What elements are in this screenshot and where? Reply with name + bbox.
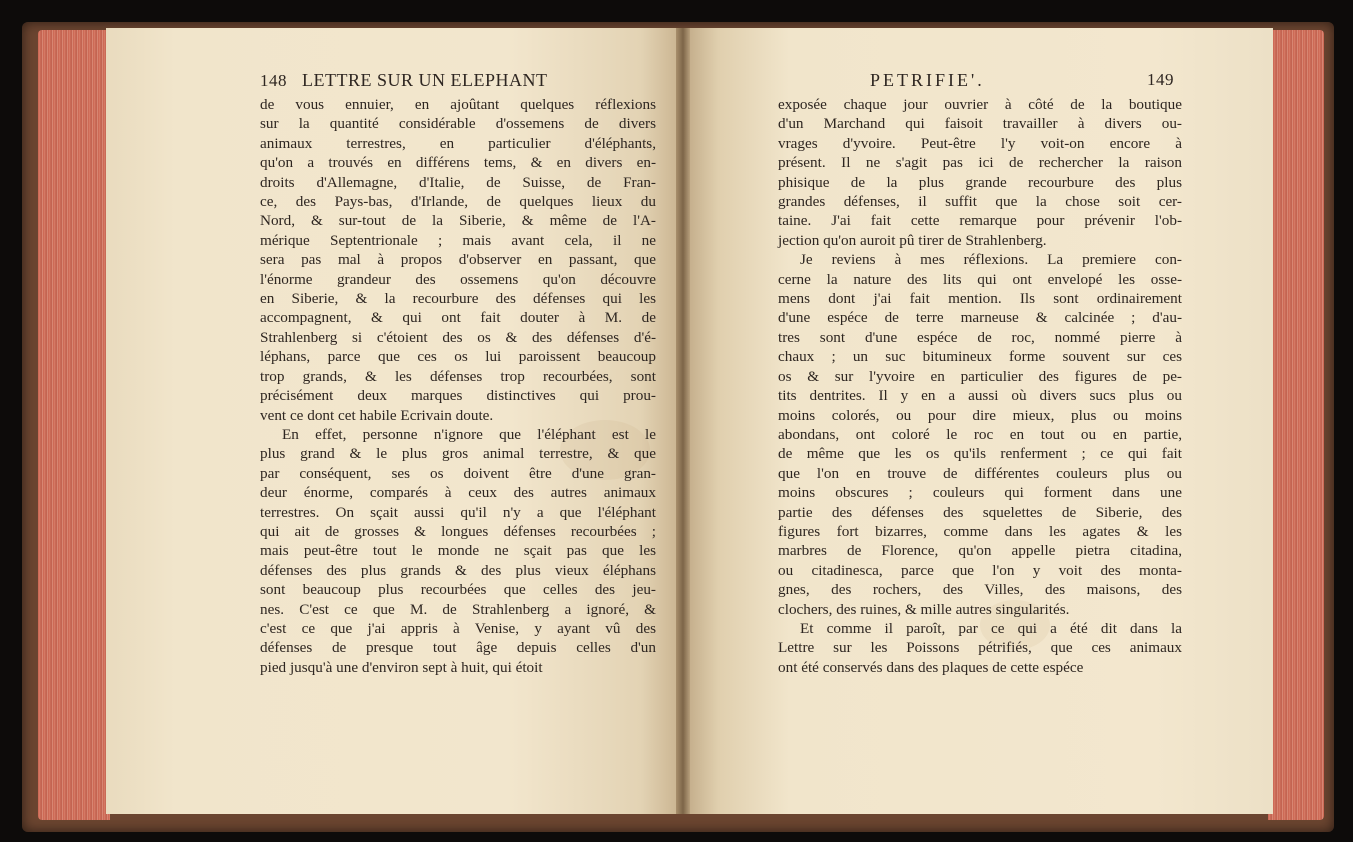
text-line: moins colorés, ou pour dire mieux, plus ou moins: [778, 406, 1182, 424]
text-line: mais peut-être tout le monde ne sçait pas que les: [260, 542, 656, 560]
text-line: mens dont j'ai fait mention. Ils sont ordinairement: [778, 290, 1182, 308]
text-line: os & sur l'yvoire en particulier des figures de pe-: [778, 367, 1182, 385]
text-line: qui ait de grosses & longues défenses recourbées ;: [260, 522, 656, 540]
text-line: Je reviens à mes réflexions. La premiere con-: [800, 251, 1182, 269]
text-line: exposée chaque jour ouvrier à côté de la boutique: [778, 96, 1182, 113]
text-line: vent ce dont cet habile Ecrivain doute.: [260, 406, 494, 424]
text-line: sera pas mal à propos d'observer en passant, que: [260, 251, 656, 269]
book-gutter: [676, 28, 690, 814]
text-line: en Siberie, & la recourbure des défenses qui les: [260, 290, 656, 308]
text-line: ou citadinesca, parce que l'on y voit des monta-: [778, 561, 1182, 579]
text-line: tres sont d'une espéce de roc, nommé pierre à: [778, 328, 1182, 346]
text-line: précisément deux marques distinctives qui prou-: [260, 387, 656, 405]
right-page-edges: [1268, 30, 1324, 820]
text-line: tits dentrites. Il y en a aussi où divers sucs plus ou: [778, 387, 1182, 405]
text-line: grandes défenses, il suffit que la chose soit cer-: [778, 193, 1182, 211]
left-page-edges: [38, 30, 110, 820]
text-line: nes. C'est ce que M. de Strahlenberg a ignoré, &: [260, 600, 656, 618]
text-line: pied jusqu'à une d'environ sept à huit, qui étoit: [260, 658, 543, 676]
text-line: accompagnent, & qui ont fait douter à M. de: [260, 309, 656, 327]
text-line: de même que les os qu'ils renferment ; ce qui fait: [778, 445, 1182, 463]
text-line: partie des défenses des squelettes de Siberie, des: [778, 503, 1182, 521]
text-line: cerne la nature des lits qui ont envelopé les osse-: [778, 270, 1182, 288]
text-line: trop grands, & les défenses trop recourbées, sont: [260, 367, 656, 385]
text-line: gnes, des rochers, des Villes, des maisons, des: [778, 581, 1182, 599]
text-line: c'est ce que j'ai appris à Venise, y ayant vû des: [260, 619, 656, 637]
text-line: marbres de Florence, qu'on appelle pietra citadina,: [778, 542, 1182, 560]
text-line: clochers, des ruines, & mille autres singularités.: [778, 600, 1070, 618]
right-page-text: [778, 95, 1182, 677]
text-line: par conséquent, ses os doivent être d'une gran-: [260, 464, 656, 482]
text-line: défenses de presque tout âge depuis celles d'un: [260, 639, 656, 657]
right-running-head: [870, 70, 1174, 91]
text-line: En effet, personne n'ignore que l'éléphant est le: [282, 425, 656, 443]
text-line: deur énorme, comparés à ceux des autres animaux: [260, 484, 656, 502]
text-line: léphans, parce que ces os lui paroissent beaucoup: [260, 348, 656, 366]
text-line: ont été conservés dans des plaques de cette espéce: [778, 658, 1084, 676]
text-line: l'énorme grandeur des ossemens qu'on découvre: [260, 270, 656, 288]
text-line: phisique de la plus grande recourbure des plus: [778, 173, 1182, 191]
left-page-text: [260, 95, 656, 677]
text-line: moins obscures ; couleurs qui forment dans une: [778, 484, 1182, 502]
text-line: présent. Il ne s'agit pas ici de rechercher la raison: [778, 154, 1182, 172]
right-page-number: 149: [1147, 70, 1174, 89]
left-page-number: 148: [260, 71, 287, 90]
text-line: sur la quantité considérable d'ossemens de divers: [260, 115, 656, 133]
text-line: abondans, ont coloré le roc en tout ou en partie,: [778, 425, 1182, 443]
text-line: chaux ; un suc bitumineux forme souvent sur ces: [778, 348, 1182, 366]
text-line: mérique Septentrionale ; mais avant cela, il ne: [260, 231, 656, 249]
text-line: Lettre sur les Poissons pétrifiés, que ces animaux: [778, 639, 1182, 657]
text-line: plus grand & le plus gros animal terrestre, & que: [260, 445, 656, 463]
text-line: jection qu'on auroit pû tirer de Strahlenberg.: [778, 231, 1047, 249]
text-line: Et comme il paroît, par ce qui a été dit dans la: [800, 619, 1182, 637]
text-line: qu'on a trouvés en différens tems, & en divers en-: [260, 154, 656, 172]
text-line: vrages d'yvoire. Peut-être l'y voit-on encore à: [778, 134, 1182, 152]
text-line: droits d'Allemagne, d'Italie, de Suisse, de Fran-: [260, 173, 656, 191]
text-line: ce, des Pays-bas, d'Irlande, de quelques lieux du: [260, 193, 656, 211]
text-line: taine. J'ai fait cette remarque pour prévenir l'ob-: [778, 212, 1182, 230]
text-line: d'une espéce de terre marneuse & calcinée ; d'au-: [778, 309, 1182, 327]
text-line: Strahlenberg si c'étoient des os & des défenses d'é-: [260, 328, 656, 346]
left-running-title: LETTRE SUR UN ELEPHANT: [302, 70, 548, 90]
text-line: sont beaucoup plus recourbées que celles des jeu-: [260, 581, 656, 599]
left-running-head: [260, 70, 656, 91]
text-line: terrestres. On sçait aussi qu'il n'y a que l'éléphant: [260, 503, 656, 521]
text-line: que l'on en trouve de différentes couleurs plus ou: [778, 464, 1182, 482]
text-line: d'un Marchand qui faisoit travailler à divers ou-: [778, 115, 1182, 133]
text-line: figures fort bizarres, comme dans les agates & les: [778, 522, 1182, 540]
text-line: de vous ennuier, en ajoûtant quelques réflexions: [260, 96, 656, 113]
text-line: animaux terrestres, en particulier d'éléphants,: [260, 134, 656, 152]
text-line: défenses des plus grands & des plus vieux éléphans: [260, 561, 656, 579]
right-running-title: PETRIFIE'.: [870, 70, 985, 90]
text-line: Nord, & sur-tout de la Siberie, & même de l'A-: [260, 212, 656, 230]
